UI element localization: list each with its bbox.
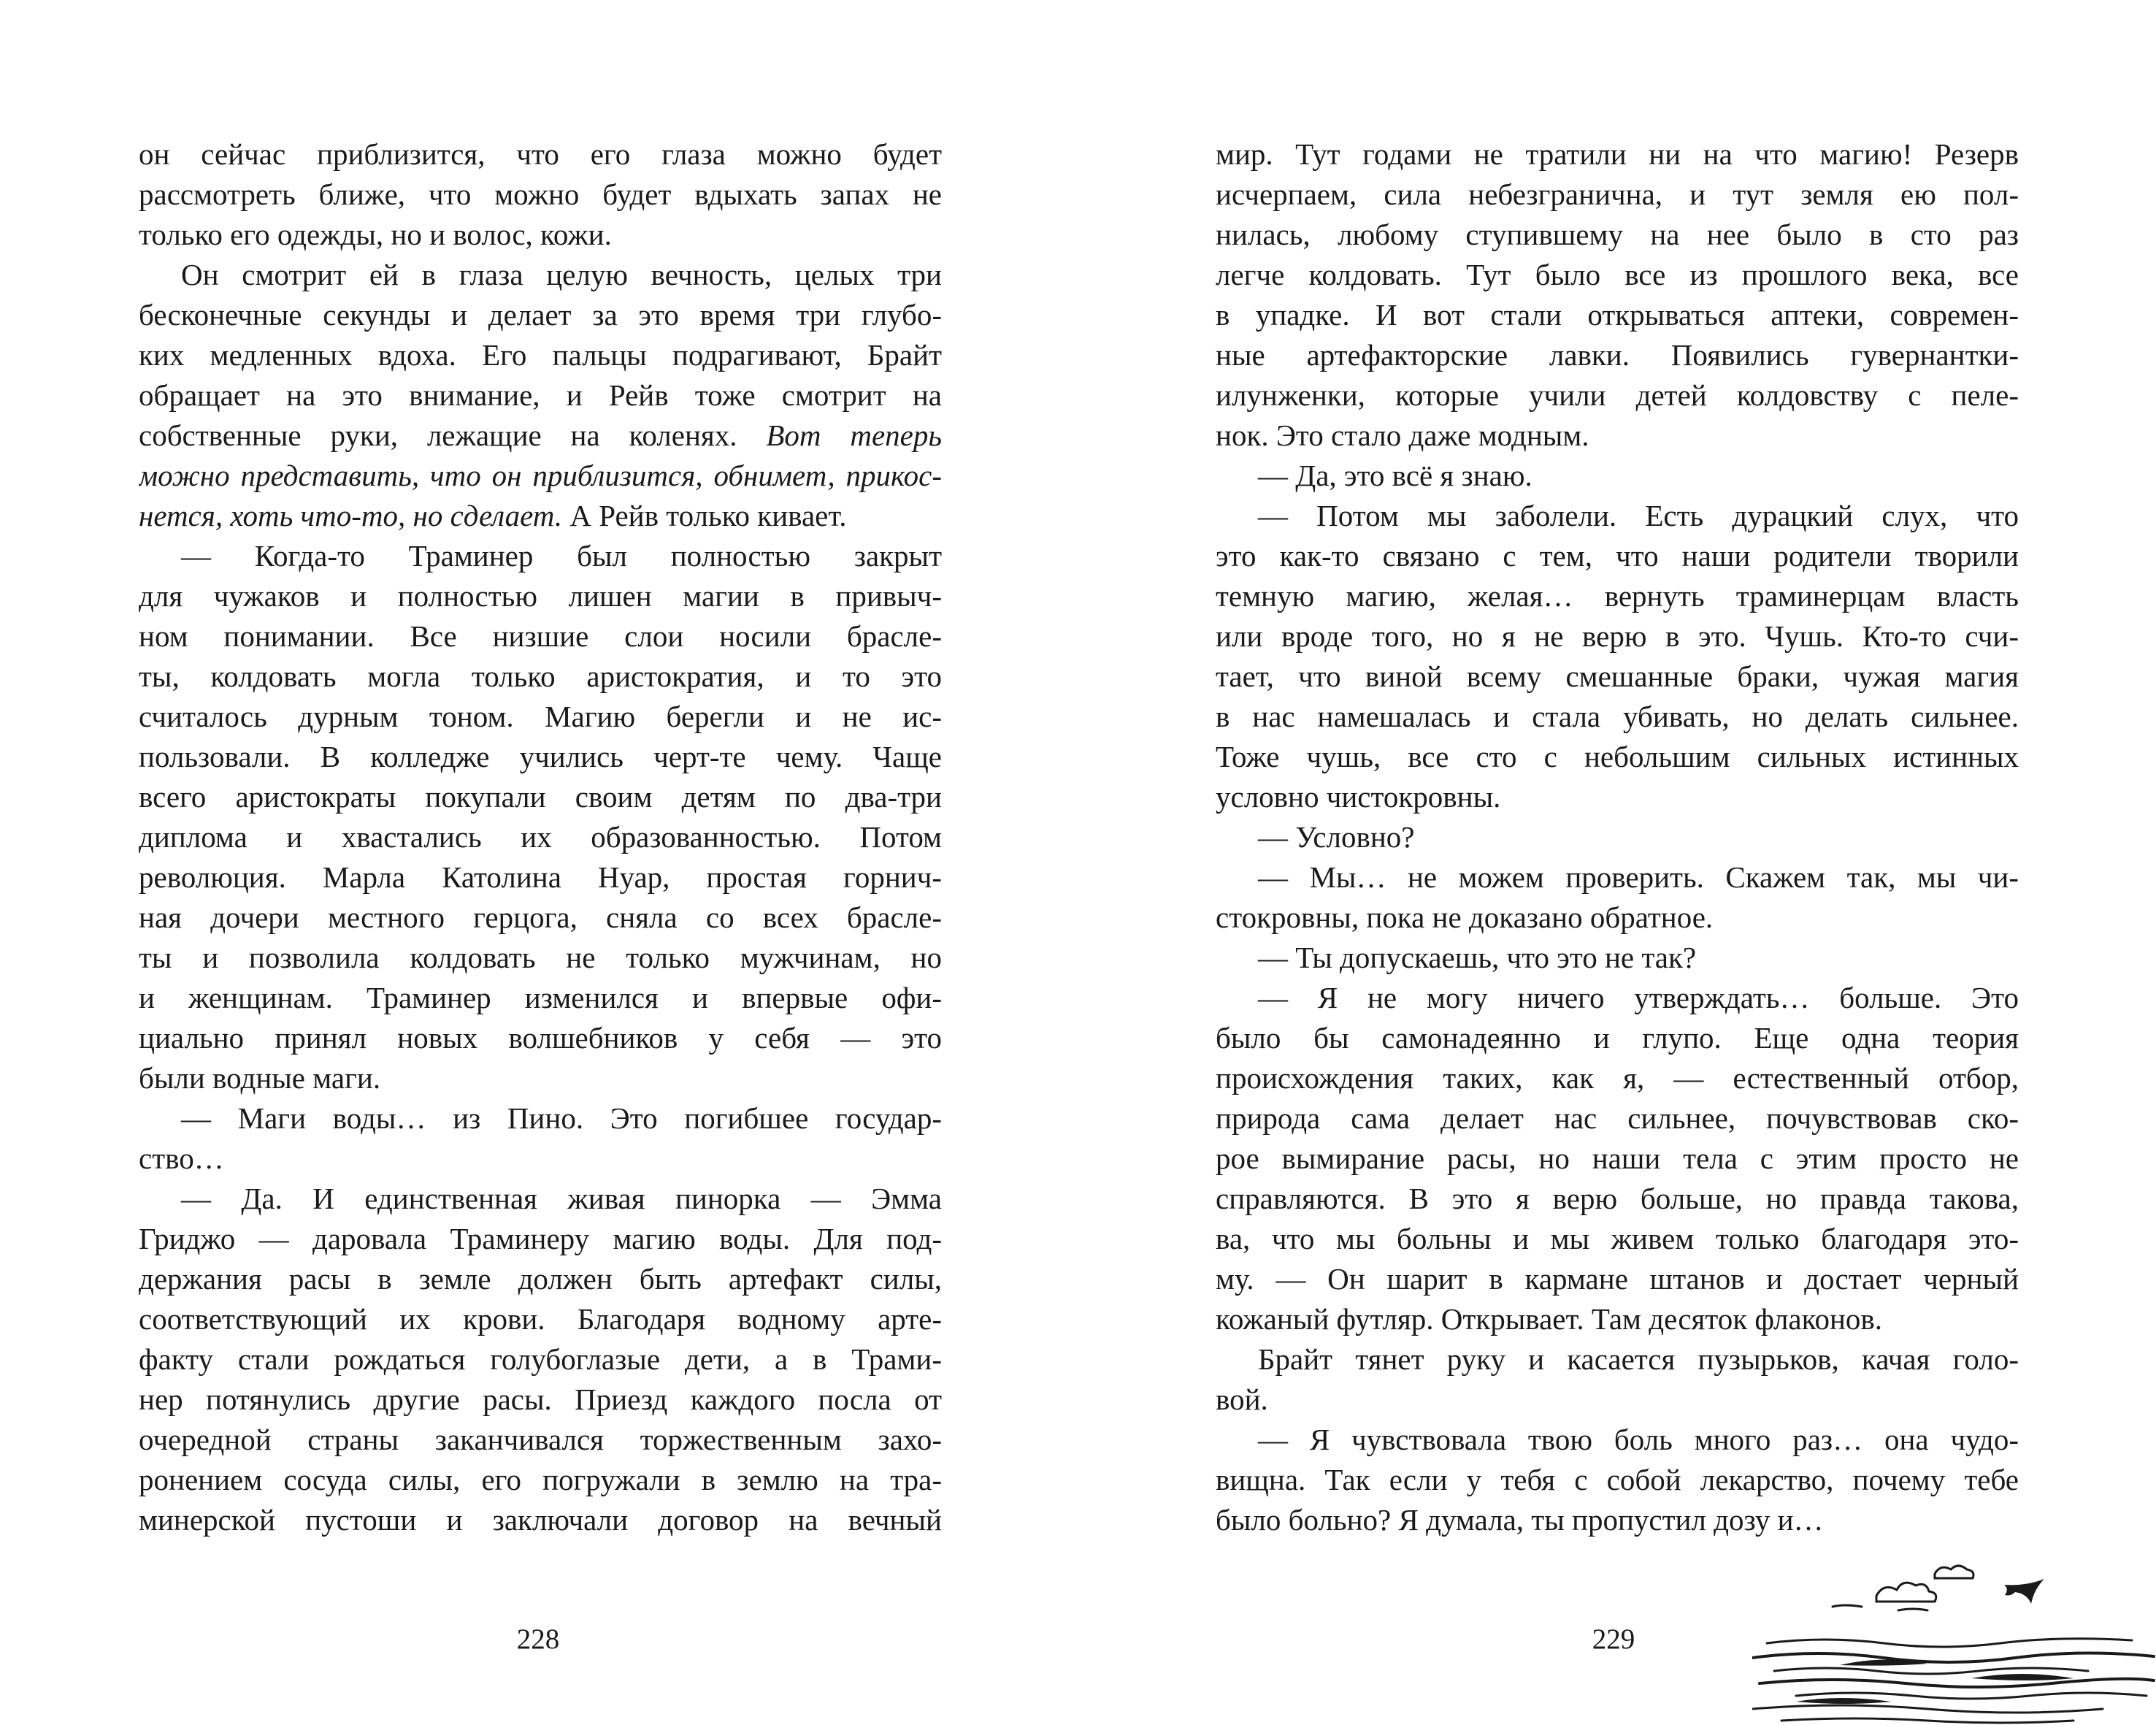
right-page (1216, 134, 2019, 1595)
left-page-text-line: рассмотреть ближе, что можно будет вдыхать запах не (139, 177, 942, 211)
right-page-text-line: происхождения таких, как я, — естественный отбор, (1216, 1061, 2019, 1095)
bird-icon (2004, 1579, 2044, 1604)
left-page-text-line: ном понимании. Все низшие слои носили брасле- (139, 619, 942, 653)
left-page-text-line: ство… (139, 1141, 224, 1175)
right-page-text-line: или вроде того, но я не верю в это. Чушь. Кто-то счи- (1216, 619, 2019, 653)
right-page-text-line: ва, что мы больны и мы живем только благодаря это- (1216, 1222, 2019, 1255)
right-page-text-line: мир. Тут годами не тратили ни на что магию! Резерв (1216, 137, 2019, 171)
right-page-text-line: — Потом мы заболели. Есть дурацкий слух, что (1258, 499, 2019, 532)
left-page-text-line: бесконечные секунды и делает за это время три глубо- (139, 298, 942, 332)
right-page-text-line: рое вымирание расы, но наши тела с этим просто не (1216, 1141, 2019, 1175)
right-page-text-line: вой. (1216, 1382, 1268, 1416)
left-page-text-line: ронением сосуда силы, его погружали в землю на тра- (139, 1463, 942, 1496)
left-page-text-line: — Когда-то Траминер был полностью закрыт (181, 539, 942, 573)
right-page-text-line: условно чистокровны. (1216, 780, 1501, 814)
left-page-text-line: циально принял новых волшебников у себя — это (139, 1021, 942, 1055)
right-page-text-line: вищна. Так если у тебя с собой лекарство, почему тебе (1216, 1463, 2019, 1496)
right-page-text-line: Тоже чушь, все сто с небольшим сильных истинных (1216, 740, 2019, 773)
right-page-text-line: природа сама делает нас сильнее, почувствовав ско- (1216, 1101, 2019, 1135)
right-page-text-line: легче колдовать. Тут было все из прошлого века, все (1216, 258, 2019, 291)
right-page-text-line: ные артефакторские лавки. Появились гувернантки- (1216, 338, 2019, 372)
left-page-text-line: ты, колдовать могла только аристократия, и то это (139, 659, 942, 693)
right-page-text-line: — Условно? (1258, 820, 1415, 854)
left-page-text-line: нер потянулись другие расы. Приезд каждого посла от (139, 1382, 942, 1416)
left-page-text-line: можно представить, что он приблизится, обнимет, прикос- (139, 459, 942, 492)
left-page-text-line: ты и позволила колдовать не только мужчинам, но (139, 941, 942, 974)
left-page-text-line: Гриджо — даровала Траминеру магию воды. Для под- (139, 1222, 942, 1255)
right-page-text-line: было бы самонадеянно и глупо. Еще одна теория (1216, 1021, 2019, 1055)
seascape-bird-vignette-icon (1752, 1556, 2156, 1725)
left-page-text-line: были водные маги. (139, 1061, 381, 1095)
left-page-text-line: держания расы в земле должен быть артефакт силы, (139, 1262, 942, 1296)
right-page-text-line: в упадке. И вот стали открываться аптеки, современ- (1216, 298, 2019, 332)
left-page-text-line: только его одежды, но и волос, кожи. (139, 218, 612, 251)
left-page-text-line: — Маги воды… из Пино. Это погибшее государ- (181, 1101, 942, 1135)
right-page-text-line: — Я чувствовала твою боль много раз… она чудо- (1258, 1423, 2019, 1456)
right-page-text-line: илунженки, которые учили детей колдовству с пеле- (1216, 378, 2019, 412)
right-page-text-line: темную магию, желая… вернуть траминерцам власть (1216, 579, 2019, 613)
right-page-text-line: — Да, это всё я знаю. (1258, 459, 1532, 492)
left-page-text-line: очередной страны заканчивался торжественным захо- (139, 1423, 942, 1456)
left-page-text-line: минерской пустоши и заключали договор на вечный (139, 1503, 942, 1537)
left-page-text-line: обращает на это внимание, и Рейв тоже смотрит на (139, 378, 942, 412)
left-page (139, 134, 942, 1595)
left-page-text-line: диплома и хвастались их образованностью. Потом (139, 820, 942, 854)
page-number-left: 228 (516, 1623, 560, 1655)
left-page-text-line: нется, хоть что-то, но сделает. А Рейв только кивает. (139, 499, 847, 532)
right-page-text-line: справляются. В это я верю больше, но правда такова, (1216, 1182, 2019, 1215)
right-page-text-line: это как-то связано с тем, что наши родители творили (1216, 539, 2019, 573)
right-page-text-line: нилась, любому ступившему на нее было в сто раз (1216, 218, 2019, 251)
right-page-text-line: Брайт тянет руку и касается пузырьков, качая голо- (1258, 1342, 2019, 1376)
right-page-text-line: исчерпаем, сила небезгранична, и тут земля ею пол- (1216, 177, 2019, 211)
left-page-text-line: всего аристократы покупали своим детям по два-три (139, 780, 942, 814)
left-page-text-line: соответствующий их крови. Благодаря водному арте- (139, 1302, 942, 1336)
left-page-text-line: пользовали. В колледже учились черт-те чему. Чаще (139, 740, 942, 773)
left-page-text-line: факту стали рождаться голубоглазые дети, а в Трами- (139, 1342, 942, 1376)
right-page-text-line: стокровны, пока не доказано обратное. (1216, 900, 1714, 934)
right-page-text-line: было больно? Я думала, ты пропустил дозу и… (1216, 1503, 1824, 1537)
left-page-text-line: и женщинам. Траминер изменился и впервые офи- (139, 981, 942, 1014)
left-page-text-line: он сейчас приблизится, что его глаза можно будет (139, 137, 942, 171)
right-page-text-line: му. — Он шарит в кармане штанов и достает черный (1216, 1262, 2019, 1296)
left-page-text-line: Он смотрит ей в глаза целую вечность, целых три (181, 258, 942, 291)
left-page-text-line: для чужаков и полностью лишен магии в привыч- (139, 579, 942, 613)
right-page-text-line: нок. Это стало даже модным. (1216, 418, 1589, 452)
right-page-text-line: — Я не могу ничего утверждать… больше. Это (1258, 981, 2019, 1014)
right-page-text-line: в нас намешалась и стала убивать, но делать сильнее. (1216, 700, 2019, 733)
right-page-text-line: кожаный футляр. Открывает. Там десяток флаконов. (1216, 1302, 1883, 1336)
left-page-text-line: собственные руки, лежащие на коленях. Вот теперь (139, 418, 942, 452)
left-page-text-line: — Да. И единственная живая пинорка — Эмма (181, 1182, 942, 1215)
right-page-text-line: — Мы… не можем проверить. Скажем так, мы чи- (1258, 860, 2019, 894)
right-page-text-line: — Ты допускаешь, что это не так? (1258, 941, 1697, 974)
page-number-right: 229 (1592, 1623, 1635, 1655)
left-page-text-line: революция. Марла Католина Нуар, простая горнич- (139, 860, 942, 894)
right-page-text-line: тает, что виной всему смешанные браки, чужая магия (1216, 659, 2019, 693)
left-page-text-line: считалось дурным тоном. Магию берегли и не ис- (139, 700, 942, 733)
left-page-text-line: ких медленных вдоха. Его пальцы подрагивают, Брайт (139, 338, 942, 372)
left-page-text-line: ная дочери местного герцога, сняла со всех брасле- (139, 900, 942, 934)
